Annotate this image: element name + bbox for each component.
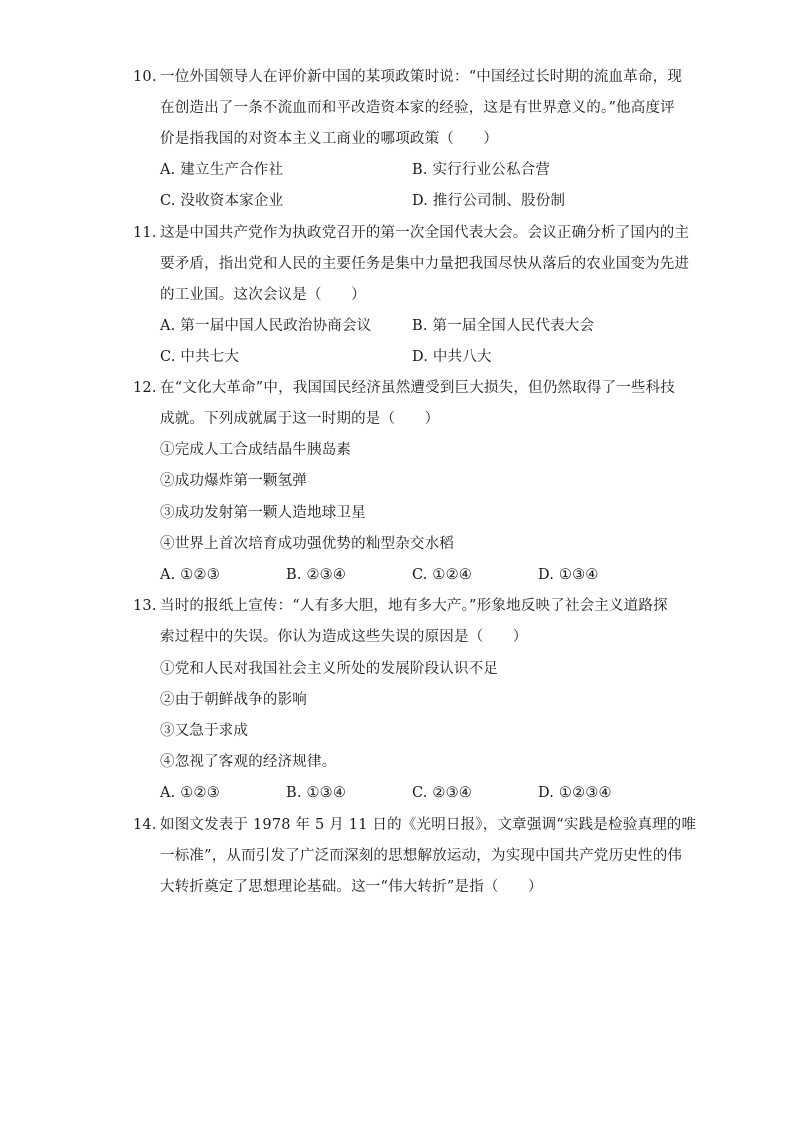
option-b[interactable]: B. 第一届全国人民代表大会 bbox=[412, 318, 595, 334]
question-text-line: 价是指我国的对资本主义工商业的哪项政策（ ） bbox=[160, 131, 499, 147]
question-number: 14. bbox=[133, 817, 157, 833]
question-text-line: 这是中国共产党作为执政党召开的第一次全国代表大会。会议正确分析了国内的主 bbox=[160, 225, 690, 241]
option-d[interactable]: D. 推行公司制、股份制 bbox=[412, 193, 566, 209]
question-text-line: 的工业国。这次会议是（ ） bbox=[160, 287, 366, 303]
option-b[interactable]: B. 实行行业公私合营 bbox=[412, 162, 551, 178]
option-b[interactable]: B. ①③④ bbox=[286, 785, 347, 801]
question-text-line: 在创造出了一条不流血而和平改造资本家的经验，这是有世界意义的。”他高度评 bbox=[160, 100, 675, 116]
option-a[interactable]: A. 建立生产合作社 bbox=[160, 162, 284, 178]
question-text-line: 大转折奠定了思想理论基础。这一“伟大转折”是指（ ） bbox=[160, 879, 543, 895]
option-c[interactable]: C. 没收资本家企业 bbox=[160, 193, 284, 209]
option-c[interactable]: C. ①②④ bbox=[412, 567, 472, 583]
question-text-line: 成就。下列成就属于这一时期的是（ ） bbox=[160, 411, 440, 427]
option-d[interactable]: D. 中共八大 bbox=[412, 349, 492, 365]
statement-item: ③成功发射第一颗人造地球卫星 bbox=[160, 505, 366, 521]
question-number: 10. bbox=[133, 69, 157, 85]
question-text-line: 在“文化大革命”中，我国国民经济虽然遭受到巨大损失，但仍然取得了一些科技 bbox=[160, 380, 676, 396]
statement-item: ②由于朝鲜战争的影响 bbox=[160, 692, 307, 708]
question-text-line: 一标准”，从而引发了广泛而深刻的思想解放运动，为实现中国共产党历史性的伟 bbox=[160, 848, 683, 864]
option-c[interactable]: C. 中共七大 bbox=[160, 349, 240, 365]
option-a[interactable]: A. 第一届中国人民政治协商会议 bbox=[160, 318, 372, 334]
option-d[interactable]: D. ①②③④ bbox=[538, 785, 612, 801]
question-number: 11. bbox=[133, 225, 157, 241]
question-text-line: 一位外国领导人在评价新中国的某项政策时说：“中国经过长时期的流血革命，现 bbox=[160, 69, 683, 85]
question-number: 13. bbox=[133, 598, 157, 614]
question-text-line: 如图文发表于 1978 年 5 月 11 日的《光明日报》，文章强调“实践是检验真理的唯 bbox=[160, 817, 697, 833]
question-text-line: 要矛盾，指出党和人民的主要任务是集中力量把我国尽快从落后的农业国变为先进 bbox=[160, 256, 690, 272]
question-text-line: 当时的报纸上宣传：“人有多大胆，地有多大产。”形象地反映了社会主义道路探 bbox=[160, 598, 668, 614]
statement-item: ④忽视了客观的经济规律。 bbox=[160, 754, 337, 770]
question-text-line: 索过程中的失误。你认为造成这些失误的原因是（ ） bbox=[160, 629, 528, 645]
option-d[interactable]: D. ①③④ bbox=[538, 567, 599, 583]
statement-item: ①党和人民对我国社会主义所处的发展阶段认识不足 bbox=[160, 661, 499, 677]
statement-item: ③又急于求成 bbox=[160, 723, 249, 739]
statement-item: ②成功爆炸第一颗氢弹 bbox=[160, 473, 307, 489]
option-b[interactable]: B. ②③④ bbox=[286, 567, 347, 583]
option-a[interactable]: A. ①②③ bbox=[160, 567, 220, 583]
question-number: 12. bbox=[133, 380, 157, 396]
option-c[interactable]: C. ②③④ bbox=[412, 785, 472, 801]
statement-item: ④世界上首次培育成功强优势的籼型杂交水稻 bbox=[160, 536, 454, 552]
statement-item: ①完成人工合成结晶牛胰岛素 bbox=[160, 442, 352, 458]
option-a[interactable]: A. ①②③ bbox=[160, 785, 220, 801]
